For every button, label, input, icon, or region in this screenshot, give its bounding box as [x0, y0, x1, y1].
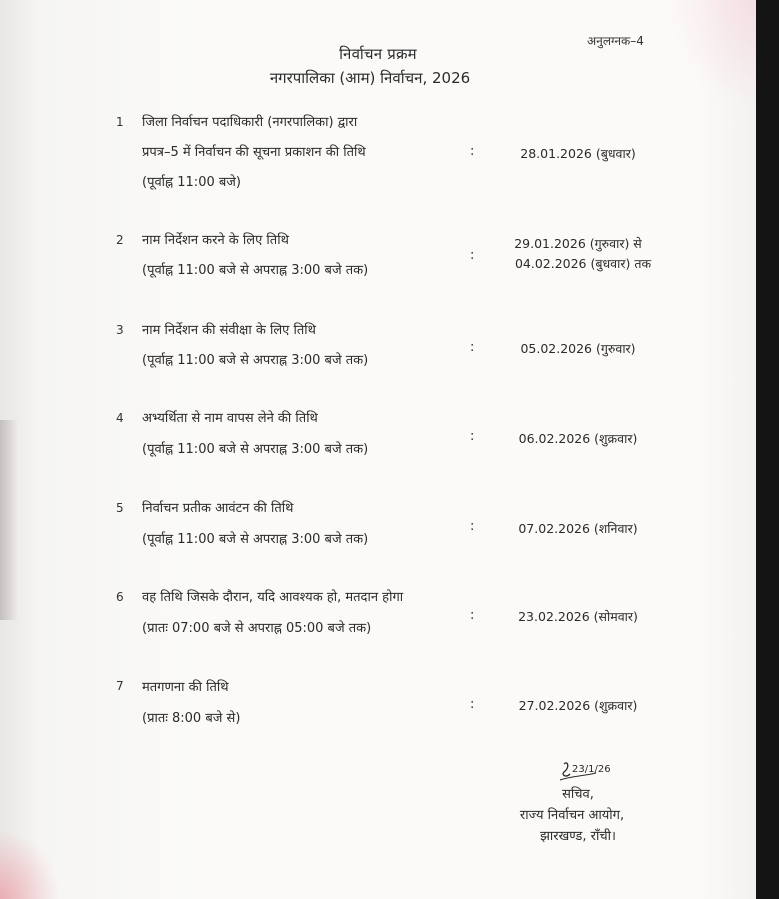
- item-text: नाम निर्देशन की संवीक्षा के लिए तिथि: [142, 323, 316, 338]
- signatory-office: राज्य निर्वाचन आयोग,: [519, 808, 625, 823]
- color-tint: [0, 829, 60, 899]
- document-title: निर्वाचन प्रक्रम: [339, 45, 417, 63]
- signatory-location: झारखण्ड, राँची।: [540, 829, 616, 844]
- separator: :: [470, 340, 475, 355]
- separator: :: [470, 519, 475, 534]
- signature-date: 23/1/26: [572, 764, 611, 775]
- item-text: अभ्यर्थिता से नाम वापस लेने की तिथि: [142, 411, 318, 426]
- separator: :: [470, 608, 475, 623]
- item-date: 06.02.2026 (शुक्रवार): [518, 431, 638, 446]
- item-text: वह तिथि जिसके दौरान, यदि आवश्यक हो, मतदान होगा: [142, 590, 404, 605]
- item-text: मतगणना की तिथि: [142, 680, 229, 695]
- dark-border: [756, 0, 779, 899]
- item-date: 07.02.2026 (शनिवार): [518, 521, 638, 536]
- item-text: प्रपत्र–5 में निर्वाचन की सूचना प्रकाशन की तिथि: [142, 145, 366, 160]
- item-number: 6: [116, 590, 124, 604]
- item-text: (पूर्वाह्न 11:00 बजे से अपराह्न 3:00 बजे तक): [142, 263, 369, 278]
- item-date: 23.02.2026 (सोमवार): [518, 609, 638, 624]
- item-date: 05.02.2026 (गुरुवार): [520, 341, 636, 356]
- item-text: (प्रातः 8:00 बजे से): [142, 711, 241, 726]
- item-text: (पूर्वाह्न 11:00 बजे से अपराह्न 3:00 बजे तक): [142, 532, 369, 547]
- signatory-designation: सचिव,: [562, 787, 594, 802]
- separator: :: [470, 144, 475, 159]
- page-shadow: [0, 420, 18, 620]
- handwritten-signature: [558, 758, 628, 786]
- item-text: (प्रातः 07:00 बजे से अपराह्न 05:00 बजे तक): [142, 621, 372, 636]
- item-number: 4: [116, 411, 124, 425]
- item-date: 29.01.2026 (गुरुवार) से: [514, 236, 642, 251]
- separator: :: [470, 248, 475, 263]
- item-text: (पूर्वाह्न 11:00 बजे से अपराह्न 3:00 बजे तक): [142, 353, 369, 368]
- annexure-label: अनुलग्नक–4: [587, 34, 644, 48]
- item-number: 5: [116, 501, 124, 515]
- item-number: 2: [116, 233, 124, 247]
- item-text: निर्वाचन प्रतीक आवंटन की तिथि: [142, 501, 294, 516]
- item-number: 7: [116, 679, 124, 693]
- item-text: जिला निर्वाचन पदाधिकारी (नगरपालिका) द्वारा: [142, 115, 358, 130]
- document-subtitle: नगरपालिका (आम) निर्वाचन, 2026: [269, 69, 471, 87]
- separator: :: [470, 429, 475, 444]
- item-number: 1: [116, 115, 124, 129]
- item-number: 3: [116, 323, 124, 337]
- item-date: 28.01.2026 (बुधवार): [520, 146, 636, 161]
- item-date: 04.02.2026 (बुधवार) तक: [514, 256, 652, 271]
- item-text: (पूर्वाह्न 11:00 बजे): [142, 175, 242, 190]
- item-text: (पूर्वाह्न 11:00 बजे से अपराह्न 3:00 बजे तक): [142, 442, 369, 457]
- separator: :: [470, 697, 475, 712]
- item-date: 27.02.2026 (शुक्रवार): [518, 698, 638, 713]
- item-text: नाम निर्देशन करने के लिए तिथि: [142, 233, 289, 248]
